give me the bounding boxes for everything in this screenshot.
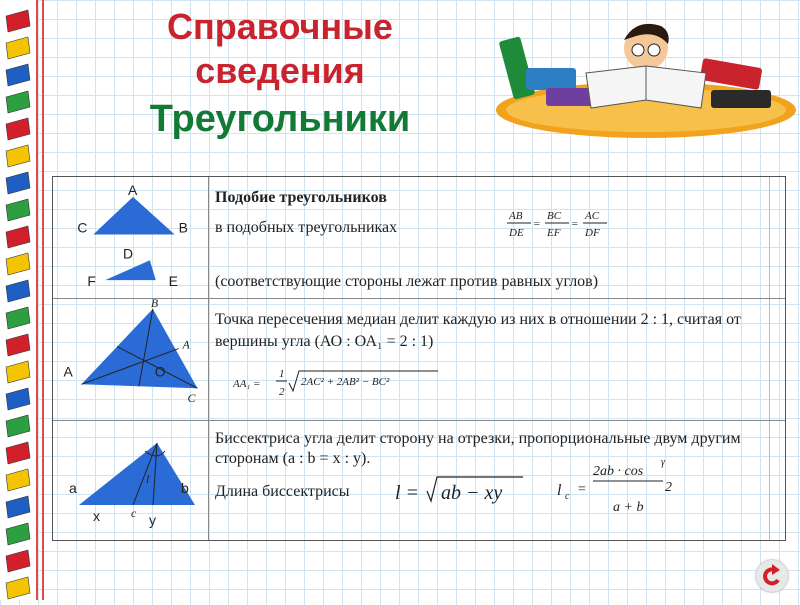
binding-ring	[6, 550, 30, 572]
similarity-note: (соответствующие стороны лежат против равных углов)	[215, 273, 599, 290]
triangle-abc	[93, 197, 174, 235]
bisector2-den: a + b	[613, 500, 644, 515]
back-button[interactable]	[756, 560, 788, 592]
table-row-medians	[53, 299, 785, 421]
label-a-vertex: A	[63, 363, 73, 380]
similarity-line: в подобных треугольниках	[215, 219, 398, 236]
median-length-formula	[233, 365, 453, 407]
median-triangle-figure	[53, 299, 208, 420]
label-l: l	[146, 472, 150, 486]
binding-ring	[6, 172, 30, 194]
median-radicand: 2AC² + 2AB² − BC²	[301, 376, 390, 388]
bisector-length-label: Длина биссектрисы	[215, 483, 350, 500]
bisector-text: Биссектриса угла делит сторону на отрезки, пропорциональные двум другим сторонам (a : b = x : y).	[215, 430, 741, 467]
binding-ring	[6, 10, 30, 32]
triangle-def	[105, 260, 156, 280]
median-triangle	[81, 309, 197, 388]
binding-ring	[6, 37, 30, 59]
return-arrow-icon	[756, 560, 788, 592]
label-a1: A	[182, 337, 190, 352]
formula-den-df: DF	[585, 227, 600, 239]
label-a: A	[128, 181, 138, 198]
formula-den-ef: EF	[547, 227, 561, 239]
column-divider	[208, 177, 209, 298]
label-segment-x: x	[93, 508, 100, 524]
similarity-formula	[505, 205, 625, 245]
binding-ring	[6, 523, 30, 545]
binding-ring	[6, 91, 30, 113]
label-side-b: b	[181, 480, 189, 496]
binding-ring	[6, 64, 30, 86]
binding-ring	[6, 469, 30, 491]
similar-triangles-figure	[53, 177, 208, 298]
label-c-point: c	[131, 506, 137, 520]
label-f: F	[87, 273, 96, 290]
title-line-3: Треугольники	[149, 98, 411, 140]
binding-ring	[6, 361, 30, 383]
binding-ring	[6, 307, 30, 329]
formula-eq-1: =	[533, 218, 541, 230]
binding-ring	[6, 442, 30, 464]
bisector2-lhs: l	[557, 482, 562, 499]
formula-num-ac: AC	[585, 210, 600, 222]
table-row-bisector	[53, 421, 785, 540]
median-den: 2	[279, 386, 285, 398]
median-num: 1	[279, 368, 285, 380]
bisector-lhs: l =	[395, 482, 420, 504]
median-text: Точка пересечения медиан делит каждую из них в отношении 2 : 1, считая от вершины угла (АО : ОА₁ = 2 : 1)	[215, 311, 741, 350]
bisector2-sub: c	[565, 491, 570, 502]
binding-rings-icon	[0, 0, 36, 600]
binding-ring	[6, 145, 30, 167]
binding-ring	[6, 388, 30, 410]
formula-num-bc: BC	[547, 210, 562, 222]
label-e: E	[168, 273, 178, 290]
binding-ring	[6, 496, 30, 518]
column-divider	[208, 299, 209, 420]
title-line-2: сведения	[195, 50, 365, 91]
bisector-cos-formula	[557, 451, 707, 521]
binding-ring	[6, 199, 30, 221]
formula-num-ab: AB	[509, 210, 523, 222]
column-divider	[208, 421, 209, 540]
bisector2-two: 2	[665, 480, 672, 495]
label-o: O	[154, 363, 166, 380]
median-lhs: AA₁ =	[233, 378, 261, 390]
label-b-vertex: B	[150, 299, 159, 310]
bisector2-gamma: γ	[661, 457, 665, 468]
binding-ring	[6, 577, 30, 599]
reference-table	[52, 176, 786, 541]
similarity-heading: Подобие треугольников	[215, 189, 387, 206]
title-line-1: Справочные	[167, 6, 393, 47]
binding-ring	[6, 253, 30, 275]
binding-ring	[6, 280, 30, 302]
binding-ring	[6, 334, 30, 356]
label-c-vertex: C	[187, 391, 196, 406]
formula-den-de: DE	[509, 227, 524, 239]
binding-ring	[6, 118, 30, 140]
label-side-a: a	[69, 480, 77, 496]
bisector-length-formula	[393, 471, 573, 511]
bisector2-eq: =	[577, 482, 587, 497]
binding-ring	[6, 226, 30, 248]
formula-eq-2: =	[571, 218, 579, 230]
bisector-triangle-figure	[53, 421, 208, 540]
bisector-radicand: ab − xy	[441, 482, 503, 504]
table-row-similarity	[53, 177, 785, 299]
spiral-binding	[0, 0, 36, 600]
label-c: C	[77, 219, 88, 236]
label-d: D	[123, 245, 134, 262]
boy-reading-books-illustration	[486, 18, 796, 143]
label-segment-y: y	[149, 512, 156, 528]
label-b: B	[178, 219, 188, 236]
margin-lines	[36, 0, 44, 600]
binding-ring	[6, 415, 30, 437]
bisector2-num: 2ab · cos	[593, 464, 644, 479]
